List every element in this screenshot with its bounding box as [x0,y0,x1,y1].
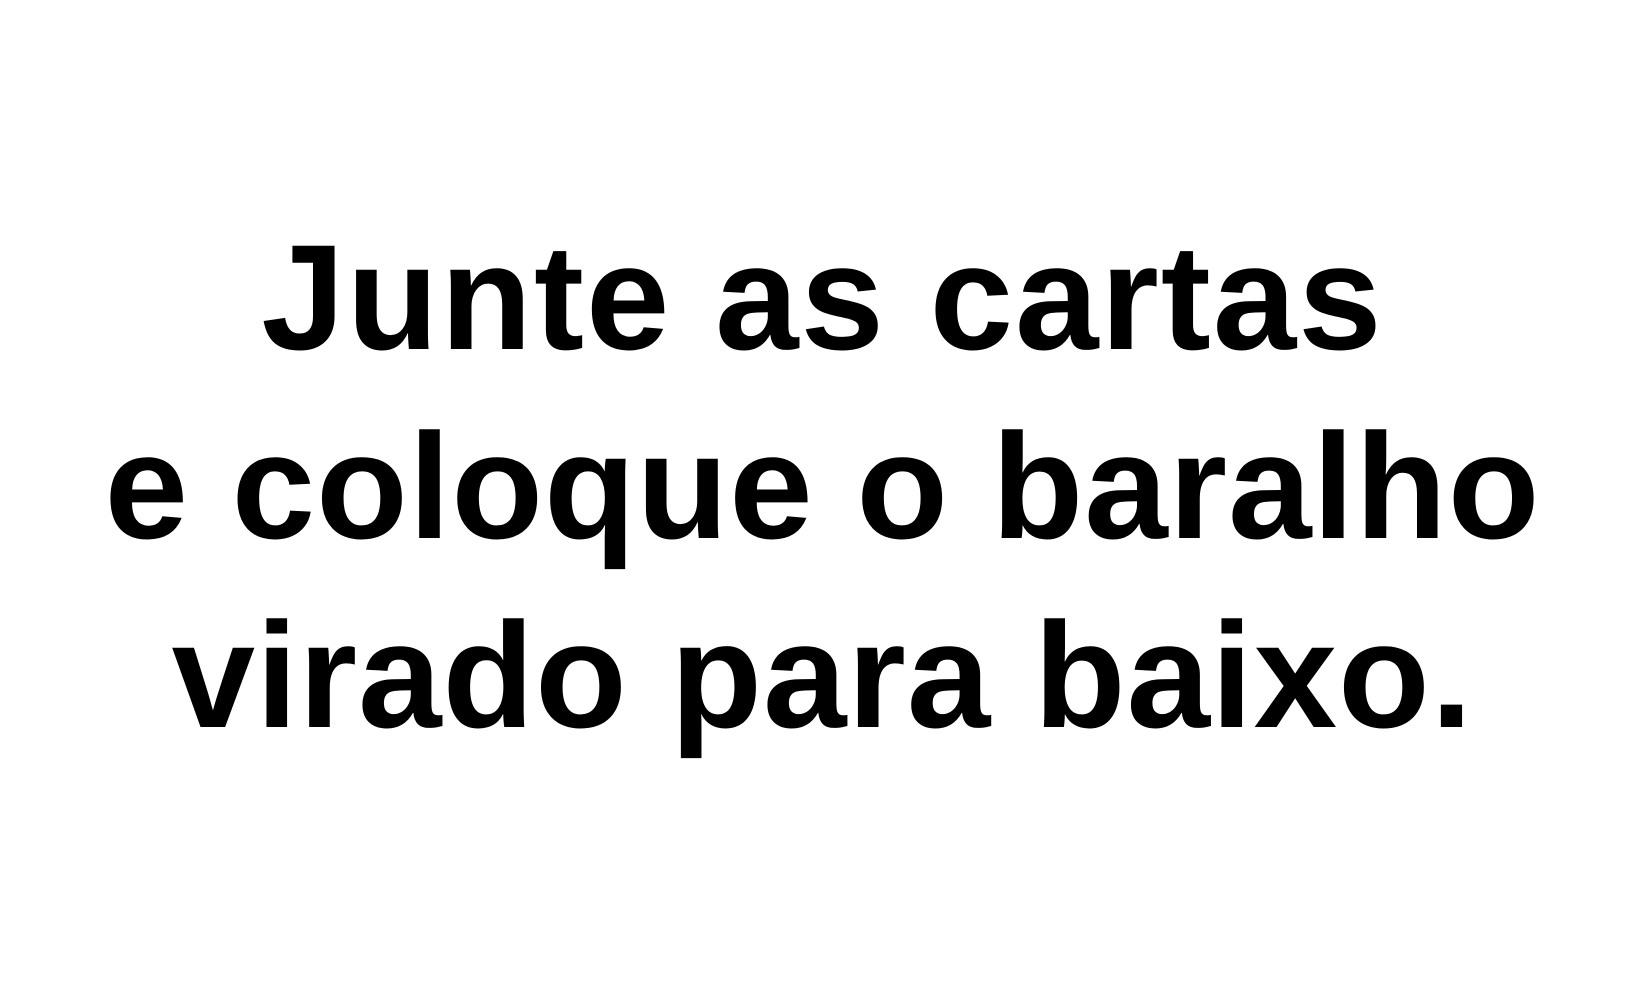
instruction-line-1: Junte as cartas [261,213,1384,381]
instruction-line-2: e coloque o baralho [104,402,1541,570]
instruction-line-3: virado para baixo. [171,591,1474,759]
